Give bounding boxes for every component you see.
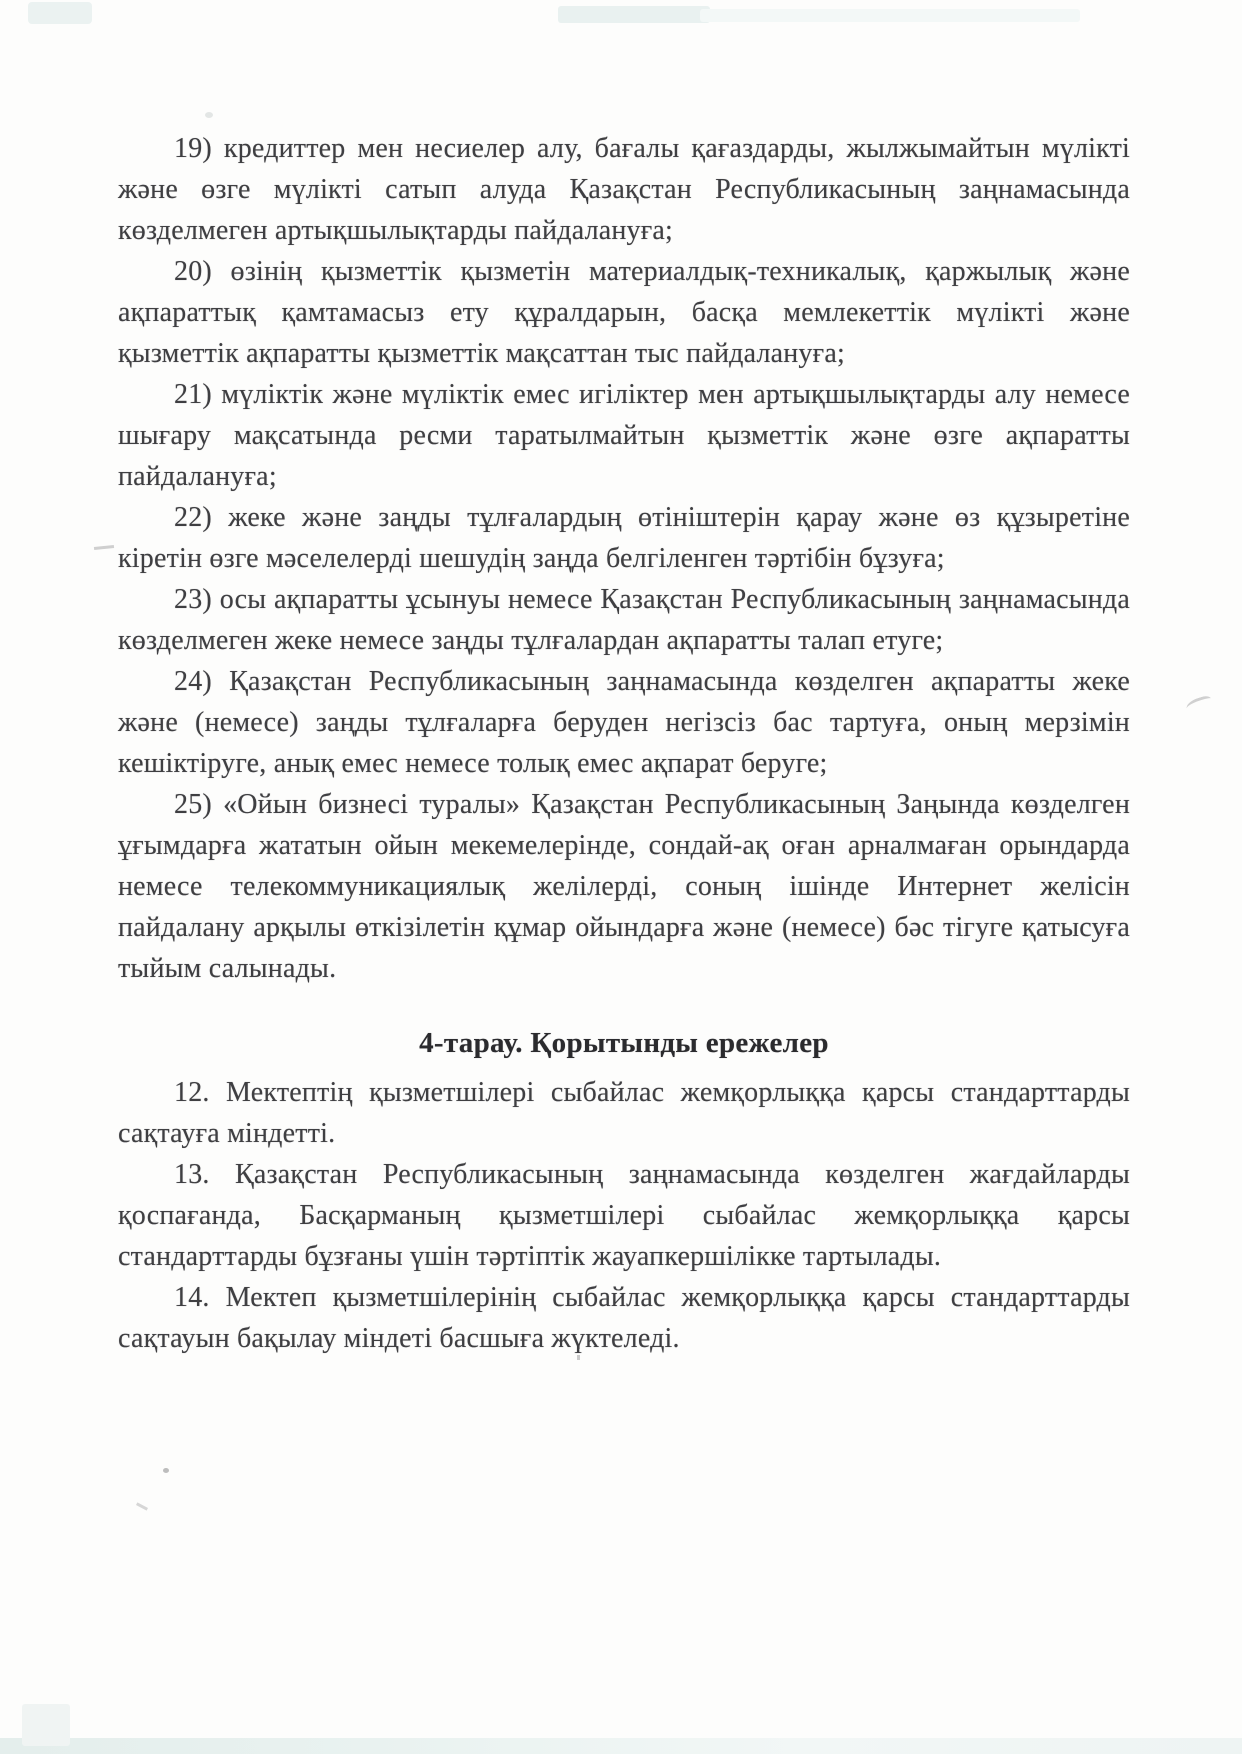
clause-22: 22) жеке және заңды тұлғалардың өтініштерін қарау және өз құзыретіне кіретін өзге мәселелерді шешудің заңда белгіленген тәртібін бұзуға; — [118, 502, 1130, 574]
scan-smudge-top-left — [28, 2, 92, 24]
clause-25: 25) «Ойын бизнесі туралы» Қазақстан Республикасының Заңында көзделген ұғымдарға жататын ойын мекемелерінде, сондай-ақ оған арналмаған орындарда немесе телекоммуникациялық желілерді, соның ішінде Интернет желісін пайдалану арқылы өткізілетін құмар ойындарға және (немесе) бәс тігуге қатысуға тыйым салынады. — [118, 789, 1130, 984]
scan-smudge-top-center-extension — [700, 9, 1080, 22]
clause-13: 13. Қазақстан Республикасының заңнамасында көзделген жағдайларды қоспағанда, Басқарманың қызметшілері сыбайлас жемқорлыққа қарсы стандарттарды бұзғаны үшін тәртіптік жауапкершілікке тартылады. — [118, 1159, 1130, 1272]
clause-14: 14. Мектеп қызметшілерінің сыбайлас жемқорлыққа қарсы стандарттарды сақтауын бақылау міндеті басшыға жүктеледі. — [118, 1282, 1130, 1354]
clause-21: 21) мүліктік және мүліктік емес игіліктер мен артықшылықтарды алу немесе шығару мақсатында ресми таратылмайтын қызметтік және өзге ақпаратты пайдалануға; — [118, 379, 1130, 492]
scan-noise-speck — [205, 112, 213, 118]
clause-19: 19) кредиттер мен несиелер алу, бағалы қағаздарды, жылжымайтын мүлікті және өзге мүлікті сатып алуда Қазақстан Республикасының заңнамасында көзделмеген артықшылықтарды пайдалануға; — [118, 133, 1130, 246]
clause-12: 12. Мектептің қызметшілері сыбайлас жемқорлыққа қарсы стандарттарды сақтауға міндетті. — [118, 1077, 1130, 1149]
scan-noise-dash — [94, 545, 114, 550]
clause-24: 24) Қазақстан Республикасының заңнамасында көзделген ақпаратты жеке және (немесе) заңды тұлғаларға беруден негізсіз бас тартуға, оның мерзімін кешіктіруге, анық емес немесе толық емес ақпарат беруге; — [118, 666, 1130, 779]
document-text-block — [118, 128, 1130, 1359]
clause-23: 23) осы ақпаратты ұсынуы немесе Қазақстан Республикасының заңнамасында көзделмеген жеке немесе заңды тұлғалардан ақпаратты талап етуге; — [118, 584, 1130, 656]
scan-noise-scribble — [1185, 694, 1213, 713]
scan-strip-bottom-edge — [0, 1738, 1242, 1754]
scan-smudge-bottom-left — [22, 1704, 70, 1746]
scan-noise-dot — [163, 1468, 169, 1473]
scan-smudge-top-center — [558, 6, 710, 23]
clause-20: 20) өзінің қызметтік қызметін материалдық-техникалық, қаржылық және ақпараттық қамтамасыз ету құралдарын, басқа мемлекеттік мүлікті және қызметтік ақпаратты қызметтік мақсаттан тыс пайдалануға; — [118, 256, 1130, 369]
section-heading: 4-тарау. Қорытынды ережелер — [419, 1027, 829, 1059]
scan-noise-stroke — [136, 1502, 148, 1510]
